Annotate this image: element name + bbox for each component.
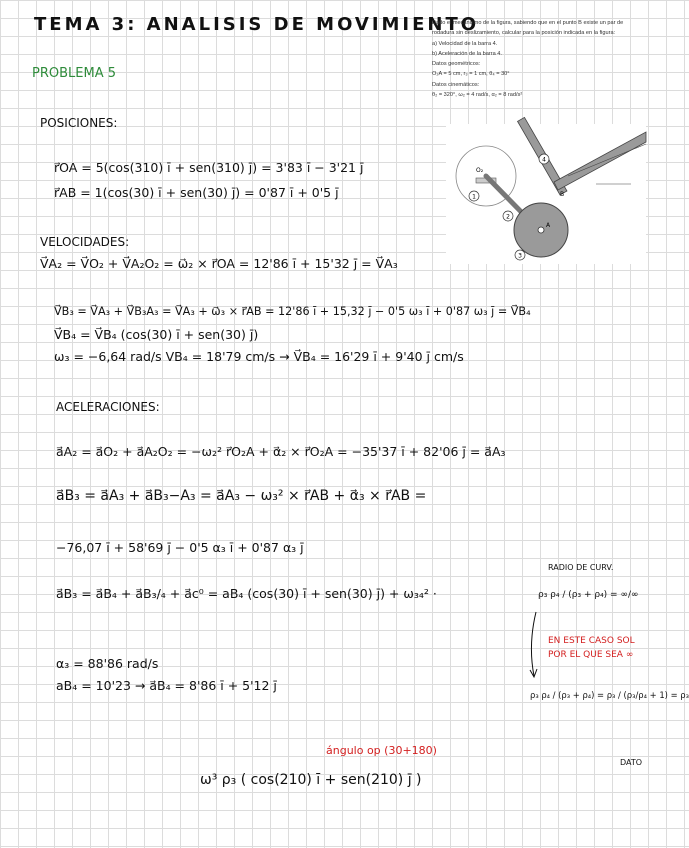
positions-heading: POSICIONES: [40,116,118,130]
dato-label: DATO [620,758,643,767]
statement-item-b: b) Aceleración de la barra 4. [432,50,502,57]
geometric-data-values: O₂A = 5 cm, r₃ = 1 cm, θ₄ = 30° [432,71,510,78]
geometric-data-title: Datos geométricos: [432,61,481,68]
arrow-down-icon [526,610,540,680]
label-3: 3 [518,252,522,260]
velocity-eq-2: V⃗B₃ = V⃗A₃ + V⃗B₃A₃ = V⃗A₃ + ω⃗₃ × r⃗AB = 12'86 ī + 15,32 j̄ − 0'5 ω₃ ī + 0'87 ω₃ j̄ = V⃗B₄ [54,305,531,318]
velocities-heading: VELOCIDADES: [40,235,130,249]
kinematic-data-values: θ₂ = 320°, ω₂ = 4 rad/s, α₂ = 8 rad/s² [432,92,523,99]
position-eq-2: r⃗AB = 1(cos(30) ī + sen(30) j̄) = 0'87 ī + 0'5 j̄ [54,185,339,200]
pin-a [538,227,544,233]
mechanism-diagram [446,124,646,264]
acceleration-eq-5: α₃ = 88'86 rad/s [56,656,159,671]
velocity-eq-4: ω₃ = −6,64 rad/s VB₄ = 18'79 cm/s → V⃗B₄ = 16'29 ī + 9'40 j̄ cm/s [54,349,464,364]
kinematic-data-title: Datos cinemáticos: [432,81,480,88]
statement-item-a: a) Velocidad de la barra 4. [432,40,498,47]
statement-intro: Dado el mecanismo de la figura, sabiendo que en el punto B existe un par de [432,20,624,26]
acceleration-eq-2: a⃗B₃ = a⃗A₃ + a⃗B₃−A₃ = a⃗A₃ − ω₃² × r⃗AB + α⃗₃ × r⃗AB = [56,488,427,504]
radius-of-curvature-label: RADIO DE CURV. [548,563,614,572]
red-note-line-2: POR EL QUE SEA ∞ [548,650,634,660]
statement-intro-2: rodadura sin deslizamiento, calcular para la posición indicada en la figura: [432,30,616,37]
label-a: A [546,222,551,229]
velocity-eq-1: V⃗A₂ = V⃗O₂ + V⃗A₂O₂ = ω⃗₂ × r⃗OA = 12'86 ī + 15'32 j̄ = V⃗A₃ [40,256,398,271]
velocity-eq-3: V⃗B₄ = V⃗B₄ (cos(30) ī + sen(30) j̄) [54,327,259,342]
acceleration-eq-6: aB₄ = 10'23 → a⃗B₄ = 8'86 ī + 5'12 j̄ [56,678,277,693]
problem-label: PROBLEMA 5 [32,66,116,81]
label-b: B [560,191,565,198]
problem-statement [432,18,647,100]
acceleration-eq-1: a⃗A₂ = a⃗O₂ + a⃗A₂O₂ = −ω₂² r⃗O₂A + α⃗₂ × r⃗O₂A = −35'37 ī + 82'06 j̄ = a⃗A₃ [56,444,506,459]
acceleration-eq-3: −76,07 ī + 58'69 j̄ − 0'5 α₃ ī + 0'87 α₃ j̄ [56,540,304,555]
curvature-fraction-1: ρ₃ ρ₄ / (ρ₃ + ρ₄) = ∞/∞ [538,590,639,600]
label-1: 1 [472,193,476,201]
label-o2: O₂ [476,167,484,174]
label-2: 2 [506,213,510,221]
acceleration-eq-4: a⃗B₃ = a⃗B₄ + a⃗B₃/₄ + a⃗c⁰ = aB₄ (cos(30) ī + sen(30) j̄) + ω₃₄² · [56,586,437,601]
red-angle-note: ángulo op (30+180) [326,744,437,757]
accelerations-heading: ACELERACIONES: [56,400,160,414]
label-4: 4 [542,156,546,164]
curvature-fraction-2: ρ₃ ρ₄ / (ρ₃ + ρ₄) = ρ₃ / (ρ₃/ρ₄ + 1) = ρ₃ [530,690,689,700]
position-eq-1: r⃗OA = 5(cos(310) ī + sen(310) j̄) = 3'83 ī − 3'21 j̄ [54,160,364,175]
bottom-formula: ω³ ρ₃ ( cos(210) ī + sen(210) j̄ ) [200,772,422,788]
red-note-line-1: EN ESTE CASO SOL [548,636,635,646]
page-title: TEMA 3: ANALISIS DE MOVIMIENTO [34,14,480,35]
